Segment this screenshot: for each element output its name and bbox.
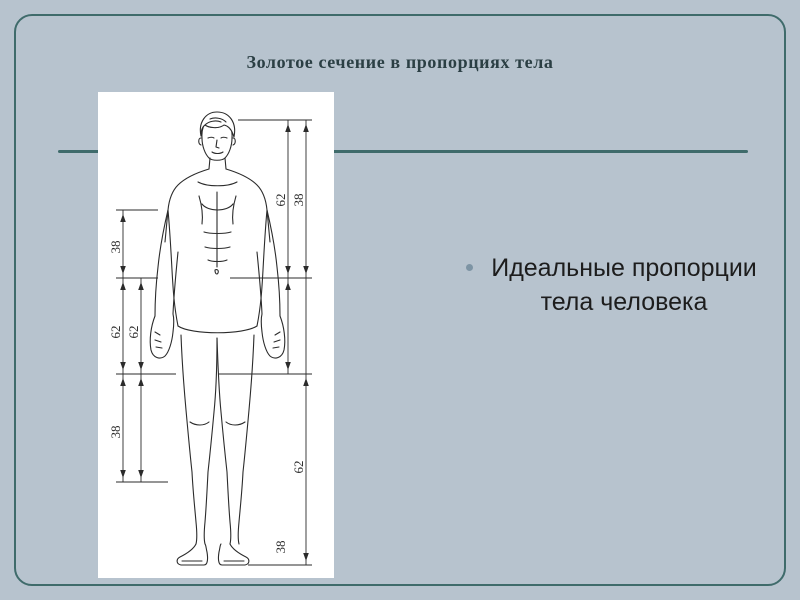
bullet-item-label: Идеальные пропорции тела человека (491, 254, 757, 316)
measure-label-right-top-38: 38 (291, 193, 306, 207)
measure-label-left-upper-38: 38 (108, 240, 123, 254)
bullet-dot-icon (466, 264, 473, 271)
measure-label-left-inner-62: 62 (126, 325, 141, 339)
measure-label-right-bottom-38: 38 (273, 540, 288, 554)
measure-label-left-lower-38: 38 (108, 425, 123, 439)
measure-label-right-lower-62: 62 (291, 460, 306, 474)
list-item (466, 252, 766, 319)
bullet-list (466, 252, 766, 319)
human-figure-svg (98, 92, 334, 578)
measure-label-right-upper-62: 62 (273, 193, 288, 207)
page-title: Золотое сечение в пропорциях тела (246, 52, 554, 72)
measure-label-left-mid-62: 62 (108, 325, 123, 339)
body-proportions-figure (98, 92, 334, 578)
